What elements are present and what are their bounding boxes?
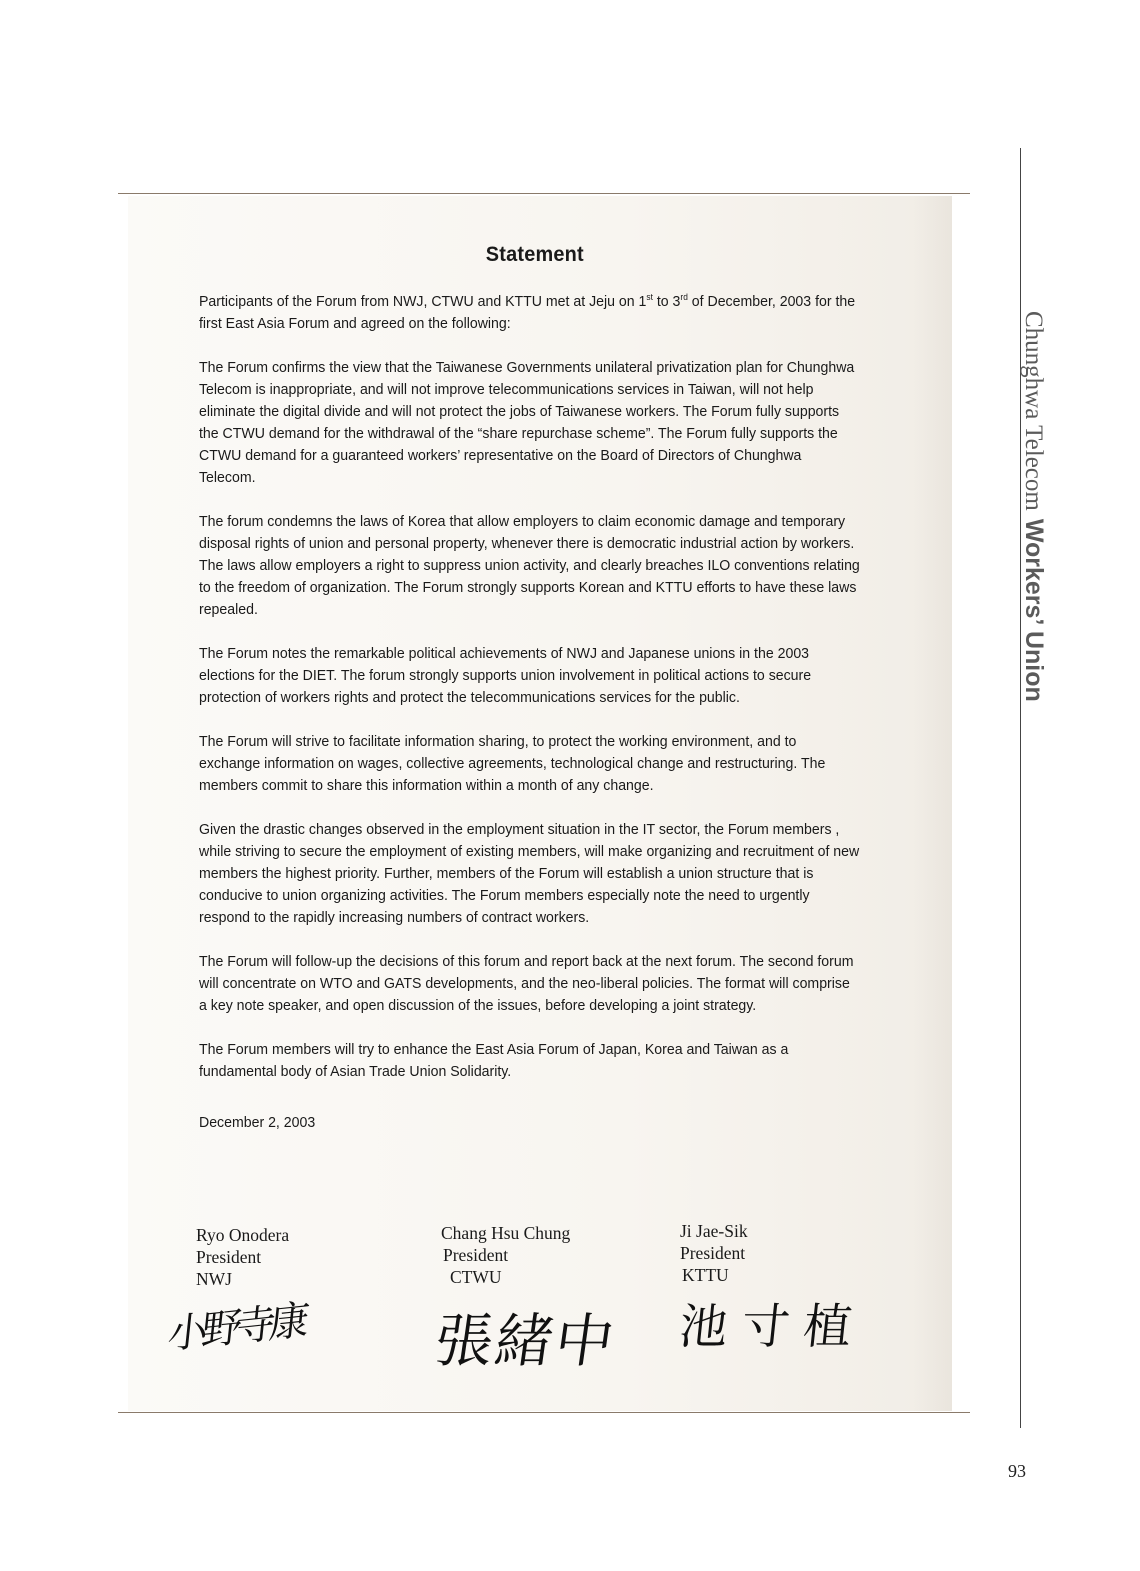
sidebar-title-union: Workers’ Union <box>1020 518 1048 702</box>
signature-kttu: 池寸植 <box>676 1299 869 1355</box>
paragraph-taiwan: The Forum confirms the view that the Taiwanese Governments unilateral privatization plan for Chunghwa Telecom is inappropriate, and will not improve telecommunications services in Taiwan, will not help eliminate the digital divide and will not protect the jobs of Taiwanese workers. The Forum fully supports the CTWU demand for the withdrawal of the “share repurchase scheme”. The Forum fully supports the CTWU demand for a guaranteed workers’ representative on the Board of Directors of Chunghwa Telecom. <box>199 359 855 487</box>
signer-name: Ryo Onodera <box>196 1225 290 1245</box>
statement-date: December 2, 2003 <box>199 1114 316 1132</box>
paragraph-solidarity: The Forum members will try to enhance the East Asia Forum of Japan, Korea and Taiwan as a fundamental body of Asian Trade Union Solidarity. <box>199 1041 789 1081</box>
signature-ctwu: 張緒中 <box>430 1307 621 1375</box>
signer-title: President <box>443 1245 509 1265</box>
paragraph-information: The Forum will strive to facilitate information sharing, to protect the working environment, and to exchange information on wages, collective agreements, technological change and restructuring. The members commit to share this information within a month of any change. <box>199 733 826 795</box>
signer-name: Chang Hsu Chung <box>441 1223 571 1243</box>
signer-org: CTWU <box>450 1267 502 1287</box>
signer-ctwu <box>441 1222 570 1288</box>
signer-nwj <box>196 1224 289 1290</box>
bottom-rule <box>118 1412 970 1413</box>
signer-org: NWJ <box>196 1269 232 1289</box>
signer-name: Ji Jae-Sik <box>680 1221 748 1241</box>
signature-nwj: 小野寺康 <box>165 1297 306 1359</box>
paragraph-organizing: Given the drastic changes observed in the employment situation in the IT sector, the Forum members , while striving to secure the employment of existing members, will make organizing and recruitment of new members the highest priority. Further, members of the Forum will establish a union structure that is conducive to union organizing activities. The Forum members especially note the need to urgently respond to the rapidly increasing numbers of contract workers. <box>199 821 860 927</box>
signer-title: President <box>680 1243 746 1263</box>
intro-paragraph: Participants of the Forum from NWJ, CTWU and KTTU met at Jeju on 1st to 3rd of December, 2003 for the first East Asia Forum and agreed on the following: <box>199 292 856 333</box>
sidebar-title-company: Chunghwa Telecom <box>1020 311 1047 511</box>
signer-title: President <box>196 1247 262 1267</box>
signer-kttu <box>680 1220 748 1286</box>
page-number: 93 <box>1008 1461 1026 1481</box>
signer-org: KTTU <box>682 1265 729 1285</box>
statement-body <box>199 244 861 1134</box>
paragraph-follow-up: The Forum will follow-up the decisions of this forum and report back at the next forum. The second forum will concentrate on WTO and GATS developments, and the neo-liberal policies. The format will comprise a key note speaker, and open discussion of the issues, before developing a joint strategy. <box>199 953 854 1015</box>
statement-title: Statement <box>485 243 584 266</box>
top-rule <box>118 193 970 194</box>
paragraph-korea: The forum condemns the laws of Korea that allow employers to claim economic damage and temporary disposal rights of union and personal property, whenever there is democratic industrial action by workers. The laws allow employers a right to suppress union activity, and clearly breaches ILO conventions relating to the freedom of organization. The Forum strongly supports Korean and KTTU efforts to have these laws repealed. <box>199 513 860 619</box>
sidebar-title <box>1019 311 1048 702</box>
paragraph-japan: The Forum notes the remarkable political achievements of NWJ and Japanese unions in the 2003 elections for the DIET. The forum strongly supports union involvement in political actions to secure protection of workers rights and protect the telecommunications services for the public. <box>199 645 812 707</box>
